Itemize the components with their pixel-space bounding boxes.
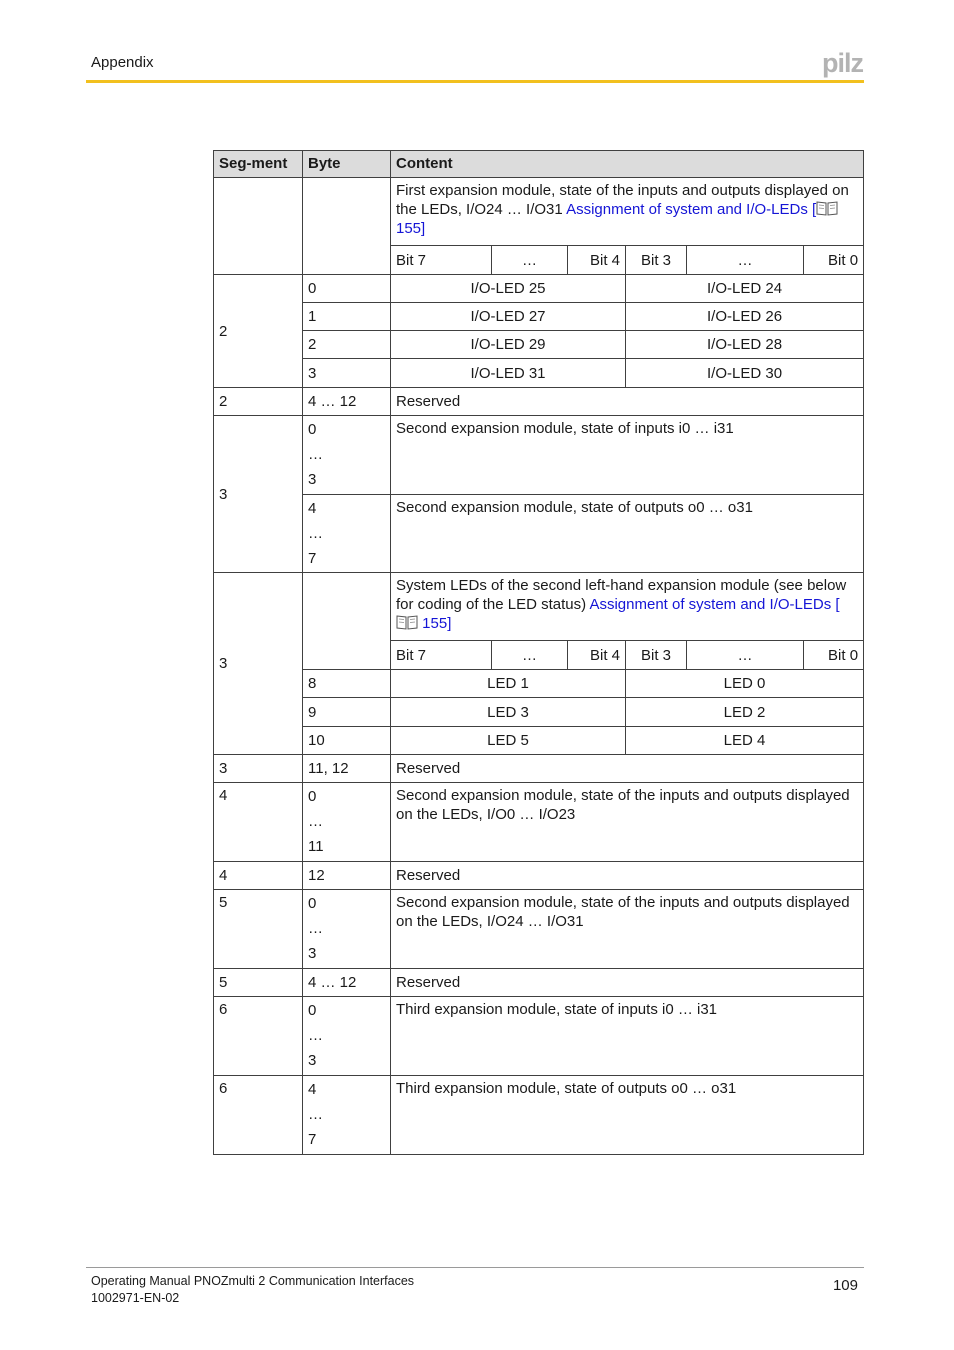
page-number: 109 [832,1277,858,1294]
byte-cell: 1 [303,303,391,331]
segment-cell: 3 [214,416,303,573]
content-cell: Reserved [391,969,864,997]
table-row [214,727,864,755]
byte-cell: 0 [303,275,391,303]
byte-cell: 0 … 11 [303,783,391,862]
table-row [214,969,864,997]
table-row [214,416,864,495]
segment-cell: 3 [214,573,303,755]
bit-4-label: Bit 4 [568,246,626,275]
led-low-cell: LED 4 [626,727,864,755]
footer-doc-number: 1002971-EN-02 [91,1291,180,1305]
table-row [214,997,864,1076]
byte-cell: 0 … 3 [303,416,391,495]
table-row [214,573,864,641]
header-rule [86,80,864,83]
table-row [214,698,864,727]
byte-cell: 3 [303,359,391,388]
footer-doc-info [91,1273,414,1307]
byte-cell [303,178,391,275]
bit-0-label: Bit 0 [804,246,864,275]
footer-rule [86,1267,864,1268]
footer-doc-title: Operating Manual PNOZmulti 2 Communication Interfaces [91,1274,415,1288]
book-icon [396,614,418,630]
content-cell: System LEDs of the second left-hand expansion module (see below for coding of the LED status) Assignment of system and I/O-LEDs [ 155] [391,573,864,641]
table-row [214,890,864,969]
table-row [214,331,864,359]
segment-cell: 3 [214,755,303,783]
segment-cell: 5 [214,969,303,997]
segment-cell: 2 [214,275,303,388]
table-row [214,275,864,303]
bit-4-label: Bit 4 [568,641,626,670]
segment-cell: 6 [214,997,303,1076]
table-row [214,755,864,783]
table-row [214,388,864,416]
content-cell: Reserved [391,388,864,416]
led-low-cell: LED 0 [626,670,864,698]
table-row [214,670,864,698]
content-cell: Second expansion module, state of inputs i0 … i31 [391,416,864,495]
led-low-cell: LED 2 [626,698,864,727]
byte-cell: 0 … 3 [303,890,391,969]
segment-cell: 2 [214,388,303,416]
byte-cell: 4 … 7 [303,495,391,573]
content-cell: First expansion module, state of the inputs and outputs displayed on the LEDs, I/O24 … I/O31 Assignment of system and I/O-LEDs [ 155] [391,178,864,246]
bit-7-label: Bit 7 [391,246,492,275]
assignment-link[interactable]: Assignment of system and I/O-LEDs [ 155] [396,596,840,632]
byte-cell: 4 … 12 [303,969,391,997]
byte-cell: 12 [303,862,391,890]
byte-cell: 2 [303,331,391,359]
content-cell: Third expansion module, state of inputs i0 … i31 [391,997,864,1076]
table-row [214,178,864,246]
led-high-cell: I/O-LED 27 [391,303,626,331]
bit-ellipsis-label: … [687,641,804,670]
led-high-cell: I/O-LED 29 [391,331,626,359]
table-header-row [214,151,864,178]
content-cell: Second expansion module, state of the inputs and outputs displayed on the LEDs, I/O0 … I/O23 [391,783,864,862]
bit-ellipsis-label: … [492,641,568,670]
svg-text:pilz: pilz [822,48,863,78]
content-cell: Second expansion module, state of outputs o0 … o31 [391,495,864,573]
content-cell: Reserved [391,755,864,783]
col-header-byte: Byte [303,151,391,178]
byte-cell: 8 [303,670,391,698]
bit-7-label: Bit 7 [391,641,492,670]
led-high-cell: I/O-LED 25 [391,275,626,303]
bit-0-label: Bit 0 [804,641,864,670]
segment-cell: 5 [214,890,303,969]
content-cell: Third expansion module, state of outputs o0 … o31 [391,1076,864,1155]
byte-cell: 10 [303,727,391,755]
bit-ellipsis-label: … [687,246,804,275]
bit-3-label: Bit 3 [626,641,687,670]
led-low-cell: I/O-LED 26 [626,303,864,331]
byte-assignment-table [213,150,864,1155]
segment-cell: 4 [214,862,303,890]
col-header-content: Content [391,151,864,178]
table-row [214,303,864,331]
segment-cell: 6 [214,1076,303,1155]
col-header-segment: Seg-ment [214,151,303,178]
led-low-cell: I/O-LED 28 [626,331,864,359]
bit-3-label: Bit 3 [626,246,687,275]
book-icon [816,200,838,216]
table-row [214,783,864,862]
led-low-cell: I/O-LED 24 [626,275,864,303]
segment-cell [214,178,303,275]
byte-cell: 9 [303,698,391,727]
header-section-title: Appendix [91,54,154,71]
pilz-logo-icon [820,48,866,78]
led-high-cell: LED 1 [391,670,626,698]
byte-cell: 4 … 7 [303,1076,391,1155]
led-high-cell: I/O-LED 31 [391,359,626,388]
table-row [214,1076,864,1155]
byte-cell [303,573,391,670]
byte-cell: 11, 12 [303,755,391,783]
assignment-link[interactable]: Assignment of system and I/O-LEDs [ 155] [396,201,838,237]
content-cell: Second expansion module, state of the inputs and outputs displayed on the LEDs, I/O24 … I/O31 [391,890,864,969]
table-row [214,495,864,573]
table-row [214,862,864,890]
led-high-cell: LED 3 [391,698,626,727]
byte-cell: 0 … 3 [303,997,391,1076]
byte-cell: 4 … 12 [303,388,391,416]
segment-cell: 4 [214,783,303,862]
table-row [214,359,864,388]
led-low-cell: I/O-LED 30 [626,359,864,388]
led-high-cell: LED 5 [391,727,626,755]
bit-ellipsis-label: … [492,246,568,275]
content-cell: Reserved [391,862,864,890]
